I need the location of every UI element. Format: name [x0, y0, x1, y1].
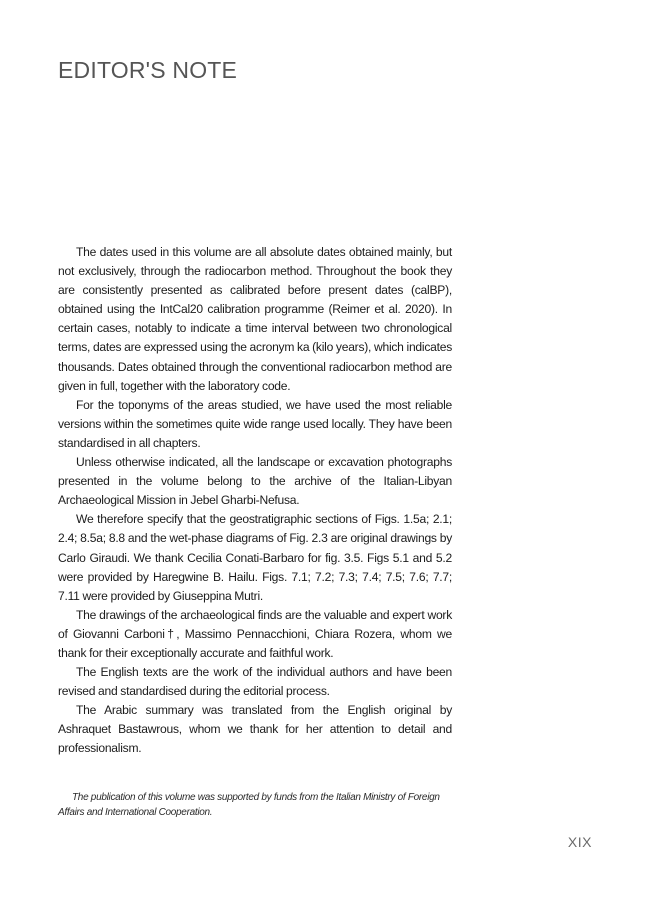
- paragraph-figure-credits: We therefore specify that the geostratigraphic sections of Figs. 1.5a; 2.1; 2.4; 8.5a; 8.8 and the wet-phase diagrams of Fig. 2.3 are original drawings by Carlo Giraudi. We thank Cecilia Conati-Barbaro for fig. 3.5. Figs 5.1 and 5.2 were provided by Haregwine B. Hailu. Figs. 7.1; 7.2; 7.3; 7.4; 7.5; 7.6; 7.7; 7.11 were provided by Giuseppina Mutri.: [58, 512, 452, 603]
- paragraph-arabic-summary: The Arabic summary was translated from the English original by Ashraquet Bastawrous, whom we thank for her attention to detail and professionalism.: [58, 703, 452, 756]
- paragraph-toponyms: For the toponyms of the areas studied, we have used the most reliable versions within the sometimes quite wide range used locally. They have been standardised in all chapters.: [58, 397, 452, 450]
- paragraph-english-texts: The English texts are the work of the individual authors and have been revised and standardised during the editorial process.: [58, 665, 452, 699]
- paragraph-photographs: Unless otherwise indicated, all the landscape or excavation photographs presented in the volume belong to the archive of the Italian-Libyan Archaeological Mission in Jebel Gharbi-Nefusa.: [58, 455, 452, 508]
- page-title: EDITOR'S NOTE: [58, 57, 238, 83]
- paragraph-drawings: The drawings of the archaeological finds are the valuable and expert work of Giovanni Carboni†, Massimo Pennacchioni, Chiara Rozera, whom we thank for their exceptionally accurate and faithful work.: [58, 607, 452, 660]
- funding-note: The publication of this volume was supported by funds from the Italian Ministry of Foreign Affairs and International Cooperation.: [58, 792, 440, 818]
- paragraph-dating-method: The dates used in this volume are all absolute dates obtained mainly, but not exclusively, through the radiocarbon method. Throughout the book they are consistently presented as calibrated before present dates (calBP), obtained using the IntCal20 calibration programme (Reimer et al. 2020). In certain cases, notably to indicate a time interval between two chronological terms, dates are expressed using the acronym ka (kilo years), which indicates thousands. Dates obtained through the conventional radiocarbon method are given in full, together with the laboratory code.: [58, 245, 452, 393]
- body-text: [58, 243, 452, 759]
- page-number: XIX: [567, 834, 592, 850]
